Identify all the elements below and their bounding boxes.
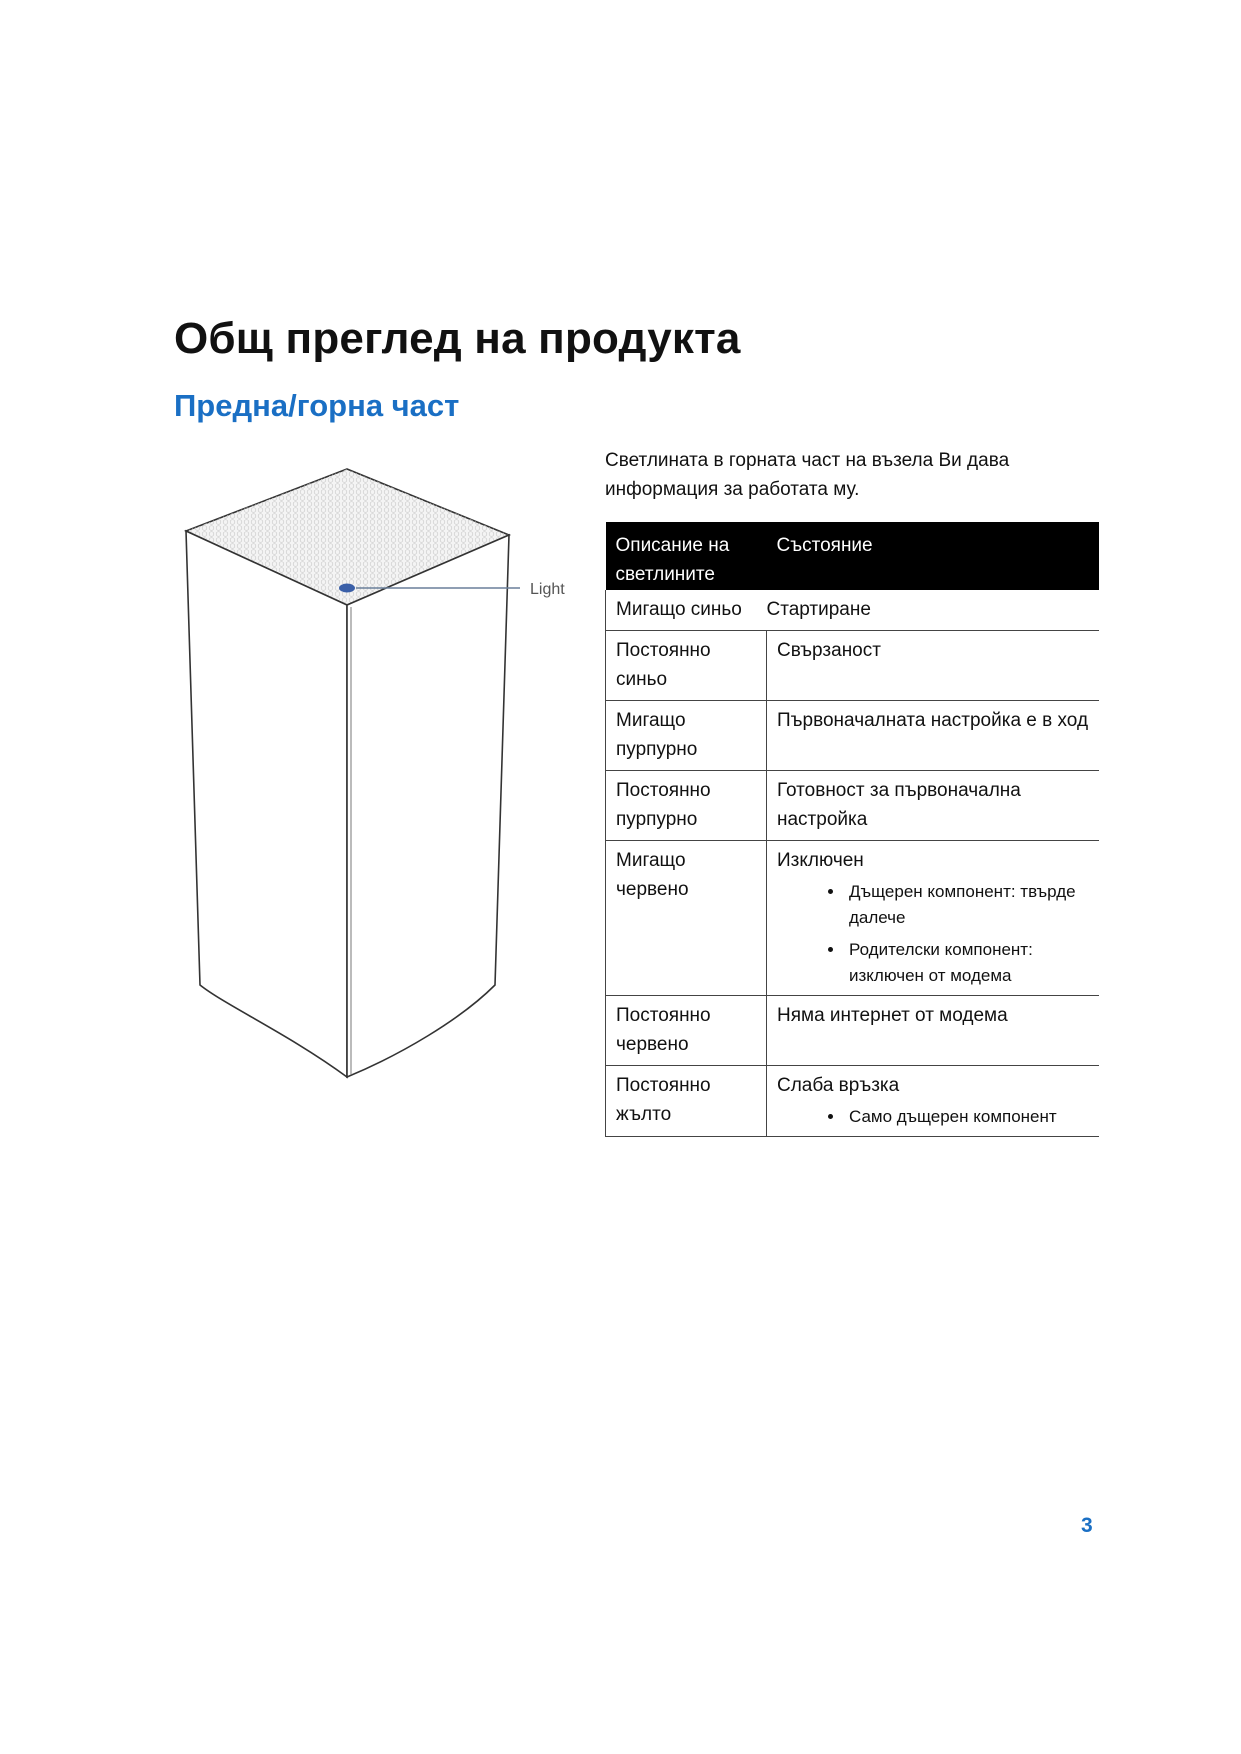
status-bullet: • Родителски компонент: изключен от модема: [845, 937, 1089, 989]
page-title: Общ преглед на продукта: [174, 314, 741, 363]
table-row: [606, 771, 1100, 841]
row-status-cell: [767, 841, 1100, 996]
status-bullet: • Само дъщерен компонент: [845, 1104, 1089, 1130]
row-status: Стартиране: [767, 590, 1100, 631]
header-description: Описание на светлините: [606, 522, 767, 590]
intro-text: Светлината в горната част на възела Ви дава информация за работата му.: [605, 450, 1010, 500]
table-row: [606, 996, 1100, 1066]
table-row: [606, 841, 1100, 996]
status-bullet-list: [777, 1104, 1089, 1130]
device-illustration: [180, 465, 580, 1085]
row-description: Постоянно червено: [606, 996, 767, 1066]
row-status: Свързаност: [767, 631, 1100, 701]
row-status-cell: [767, 1066, 1100, 1137]
row-status: Изключен: [777, 850, 864, 871]
status-bullet: • Дъщерен компонент: твърде далече: [845, 879, 1089, 931]
device-right-face: [347, 535, 509, 1077]
section-title: Предна/горна част: [174, 388, 460, 423]
row-description: Мигащо пурпурно: [606, 701, 767, 771]
header-status: Състояние: [767, 522, 1100, 590]
row-description: Постоянно синьо: [606, 631, 767, 701]
device-left-face: [186, 531, 347, 1077]
row-description: Мигащо червено: [606, 841, 767, 996]
row-status: Слаба връзка: [777, 1075, 900, 1096]
row-status: Готовност за първоначална настройка: [767, 771, 1100, 841]
row-status: Няма интернет от модема: [767, 996, 1100, 1066]
status-bullet-list: [777, 879, 1089, 989]
row-description: Постоянно жълто: [606, 1066, 767, 1137]
light-status-table: [605, 522, 1099, 1137]
table-row: [606, 1066, 1100, 1137]
table-row: [606, 590, 1100, 631]
table-row: [606, 631, 1100, 701]
row-status: Първоначалната настройка е в ход: [767, 701, 1100, 771]
row-description: Мигащо синьо: [606, 590, 767, 631]
row-description: Постоянно пурпурно: [606, 771, 767, 841]
page-number: 3: [1081, 1514, 1093, 1537]
table-row: [606, 701, 1100, 771]
light-indicator: [339, 584, 355, 593]
light-label: Light: [530, 581, 565, 598]
table-header-row: [606, 522, 1100, 590]
